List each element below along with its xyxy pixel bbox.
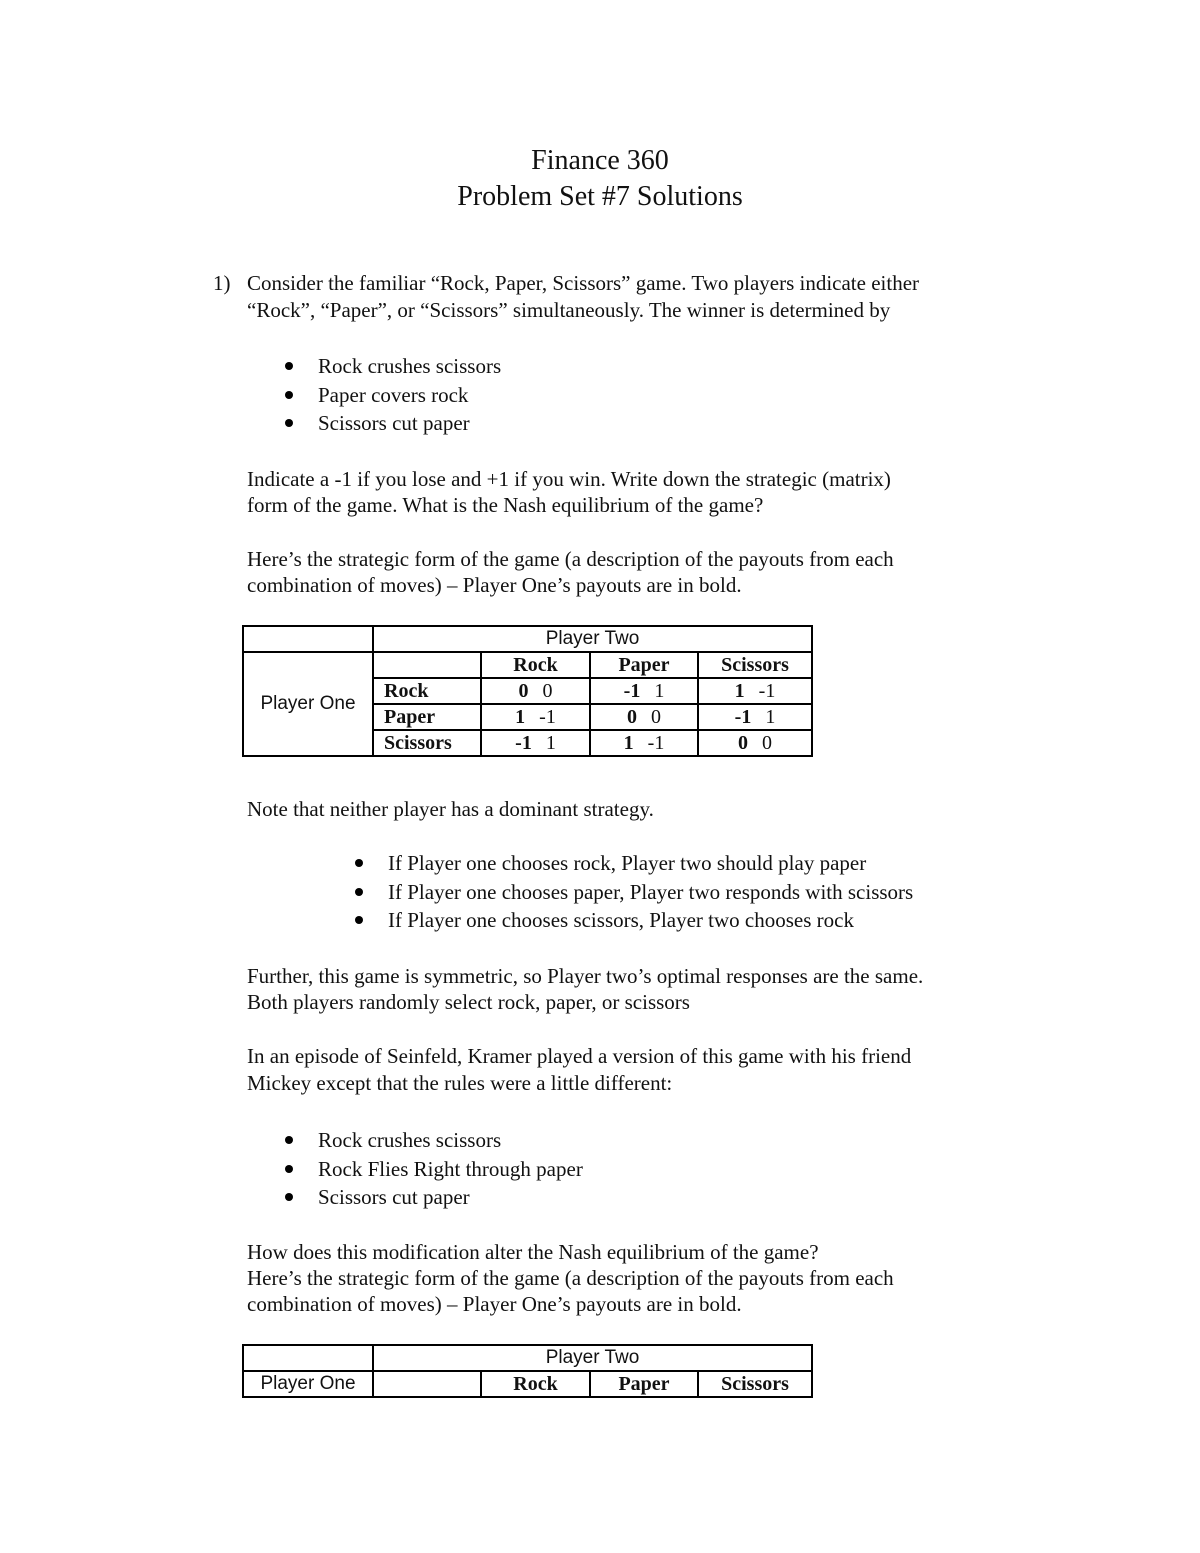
payoff-cell: -1 1: [590, 678, 698, 704]
strategic-line2: combination of moves) – Player One’s payouts are in bold.: [247, 573, 742, 597]
column-header-rock: Rock: [481, 652, 590, 678]
player-one-header: Player One: [243, 1371, 373, 1397]
dominant-strategy-note: Note that neither player has a dominant strategy.: [247, 797, 654, 821]
row-header-paper: Paper: [373, 704, 481, 730]
list-item: If Player one chooses rock, Player two should play paper: [388, 850, 913, 879]
strategic2-line2: combination of moves) – Player One’s payouts are in bold.: [247, 1292, 742, 1316]
player-two-header: Player Two: [373, 626, 812, 652]
list-item: If Player one chooses paper, Player two responds with scissors: [388, 879, 913, 908]
bullet-icon: [285, 362, 293, 370]
column-header-paper: Paper: [590, 652, 698, 678]
task-line2: form of the game. What is the Nash equilibrium of the game?: [247, 493, 764, 517]
question-number: 1): [213, 271, 231, 295]
table-cell: [243, 626, 373, 652]
player-one-header: Player One: [243, 652, 373, 756]
responses-list: [388, 850, 913, 936]
payoff-cell: 1 -1: [481, 704, 590, 730]
column-header-scissors: Scissors: [698, 652, 812, 678]
table-cell: [373, 1371, 481, 1397]
strategic-line1: Here’s the strategic form of the game (a description of the payouts from each: [247, 547, 894, 571]
payoff-cell: -1 1: [698, 704, 812, 730]
bullet-icon: [355, 916, 363, 924]
bullet-icon: [355, 859, 363, 867]
list-item: Rock crushes scissors: [318, 1127, 583, 1156]
payoff-cell: -1 1: [481, 730, 590, 756]
payoff-cell: 1 -1: [590, 730, 698, 756]
strategic2-line1: Here’s the strategic form of the game (a description of the payouts from each: [247, 1266, 894, 1290]
row-header-rock: Rock: [373, 678, 481, 704]
bullet-icon: [285, 1165, 293, 1173]
task-line1: Indicate a -1 if you lose and +1 if you win. Write down the strategic (matrix): [247, 467, 891, 491]
column-header-scissors: Scissors: [698, 1371, 812, 1397]
player-two-header: Player Two: [373, 1345, 812, 1371]
symmetric-line2: Both players randomly select rock, paper, or scissors: [247, 990, 690, 1014]
payoff-cell: 0 0: [590, 704, 698, 730]
bullet-icon: [285, 391, 293, 399]
list-item: Scissors cut paper: [318, 1184, 583, 1213]
list-item: Scissors cut paper: [318, 410, 501, 439]
question-intro-line2: “Rock”, “Paper”, or “Scissors” simultaneously. The winner is determined by: [247, 298, 891, 322]
table-cell: [243, 1345, 373, 1371]
table-cell: [373, 652, 481, 678]
modification-question: How does this modification alter the Nash equilibrium of the game?: [247, 1240, 819, 1264]
payoff-cell: 0 0: [481, 678, 590, 704]
bullet-icon: [355, 888, 363, 896]
bullet-icon: [285, 419, 293, 427]
list-item: Rock Flies Right through paper: [318, 1156, 583, 1185]
payoff-table-2: [242, 1344, 813, 1398]
list-item: Paper covers rock: [318, 382, 501, 411]
payoff-table-1: [242, 625, 813, 757]
row-header-scissors: Scissors: [373, 730, 481, 756]
column-header-rock: Rock: [481, 1371, 590, 1397]
bullet-icon: [285, 1193, 293, 1201]
payoff-cell: 0 0: [698, 730, 812, 756]
list-item: If Player one chooses scissors, Player two chooses rock: [388, 907, 913, 936]
payoff-cell: 1 -1: [698, 678, 812, 704]
bullet-icon: [285, 1136, 293, 1144]
document-title: Finance 360: [531, 145, 669, 176]
column-header-paper: Paper: [590, 1371, 698, 1397]
seinfeld-rules-list: [318, 1127, 583, 1213]
document-subtitle: Problem Set #7 Solutions: [457, 181, 743, 212]
seinfeld-line1: In an episode of Seinfeld, Kramer played a version of this game with his friend: [247, 1044, 912, 1068]
list-item: Rock crushes scissors: [318, 353, 501, 382]
rules-list: [318, 353, 501, 439]
seinfeld-line2: Mickey except that the rules were a little different:: [247, 1071, 673, 1095]
symmetric-line1: Further, this game is symmetric, so Player two’s optimal responses are the same.: [247, 964, 924, 988]
question-intro-line1: Consider the familiar “Rock, Paper, Scissors” game. Two players indicate either: [247, 271, 920, 295]
